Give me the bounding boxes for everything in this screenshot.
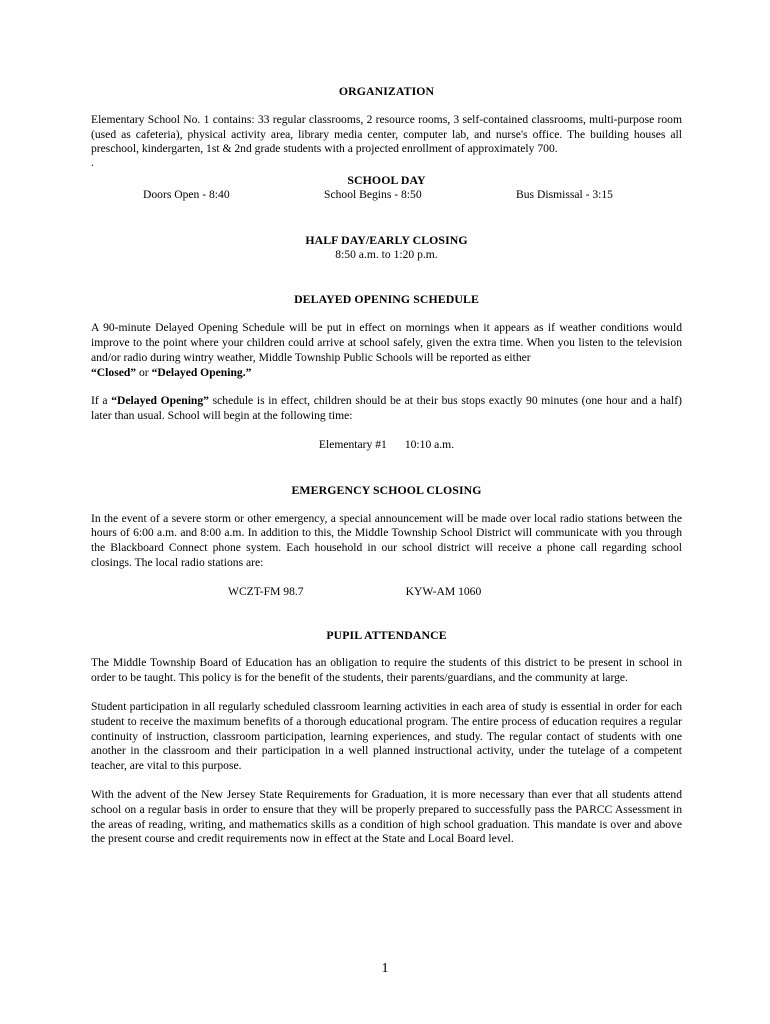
delayed-school-name: Elementary #1 bbox=[318, 437, 387, 451]
doors-open-time: Doors Open - 8:40 bbox=[143, 187, 230, 201]
radio-station-2: KYW-AM 1060 bbox=[405, 584, 482, 598]
school-day-heading: SCHOOL DAY bbox=[347, 173, 426, 188]
closed-label: “Closed” bbox=[91, 365, 137, 379]
delayed-start-row bbox=[91, 438, 682, 453]
delayed-opening-bold: “Delayed Opening” bbox=[111, 394, 209, 408]
school-begins-time: School Begins - 8:50 bbox=[324, 187, 422, 201]
delayed-opening-text-2: schedule is in effect, children should be at their bus stops exactly 90 minutes (one hour and a half) later than usual. School will begin at the following time: bbox=[91, 394, 683, 423]
organization-heading: ORGANIZATION bbox=[338, 84, 435, 98]
attendance-heading: PUPIL ATTENDANCE bbox=[326, 627, 447, 642]
delayed-opening-text-1: A 90-minute Delayed Opening Schedule will be put in effect on mornings when it appears as if weather conditions would improve to the point where your children could arrive at school safely, given the extra time. When you listen to the television and/or radio during wintry weather, Middle Township Public Schools will be reported as either bbox=[91, 321, 682, 364]
delayed-start-time: 10:10 a.m. bbox=[404, 437, 455, 451]
attendance-paragraph-3: With the advent of the New Jersey State Requirements for Graduation, it is more necessary than ever that all students attend school on a regular basis in order to ensure that they will be properly prepared to successfully pass the PARCC Assessment in the areas of reading, writing, and mathematics skills as a condition of high school graduation. This mandate is over and above the present course and credit requirements now in effect at the State and Local Board level. bbox=[91, 787, 682, 846]
emergency-heading: EMERGENCY SCHOOL CLOSING bbox=[291, 482, 482, 497]
page-number: 1 bbox=[381, 961, 389, 976]
organization-text: Elementary School No. 1 contains: 33 regular classrooms, 2 resource rooms, 3 self-contained classrooms, multi-purpose room (used as cafeteria), physical activity area, library media center, computer lab, and nurse's office. The building houses all preschool, kindergarten, 1st & 2nd grade students with a projected enrollment of approximately 700. bbox=[91, 112, 682, 156]
delayed-opening-paragraph-2 bbox=[91, 394, 682, 424]
delayed-opening-paragraph-1 bbox=[91, 321, 682, 380]
stray-mark: . bbox=[91, 156, 94, 170]
emergency-text: In the event of a severe storm or other emergency, a special announcement will be made over local radio stations between the hours of 6:00 a.m. and 8:00 a.m. In addition to this, the Middle Township School District will communicate with you through the Blackboard Connect phone system. Each household in our school district will receive a phone call regarding school closings. The local radio stations are: bbox=[91, 511, 682, 569]
attendance-paragraph-2: Student participation in all regularly scheduled classroom learning activities in each area of study is essential in order for each student to receive the maximum benefits of a thorough educational program. The entire process of education requires a regular continuity of instruction, classroom participation, learning experiences, and study. The regular contact of students with one another in the classroom and their participation in a well planned instructional activity, under the tutelage of a competent teacher, are vital to this purpose. bbox=[91, 699, 682, 773]
radio-station-1: WCZT-FM 98.7 bbox=[228, 584, 304, 598]
school-day-times bbox=[143, 188, 613, 203]
or-word: or bbox=[136, 365, 152, 379]
attendance-paragraph-1: The Middle Township Board of Education has an obligation to require the students of this district to be present in school in order to be taught. This policy is for the benefit of the students, their parents/guardians, and the community at large. bbox=[91, 656, 682, 685]
delayed-opening-label: “Delayed Opening.” bbox=[151, 365, 252, 379]
delayed-opening-heading: DELAYED OPENING SCHEDULE bbox=[294, 292, 479, 307]
delayed-opening-prefix: If a bbox=[91, 394, 112, 408]
half-day-heading: HALF DAY/EARLY CLOSING bbox=[305, 232, 468, 247]
half-day-time: 8:50 a.m. to 1:20 p.m. bbox=[335, 247, 438, 261]
bus-dismissal-time: Bus Dismissal - 3:15 bbox=[516, 187, 613, 201]
document-page bbox=[91, 84, 682, 847]
radio-stations bbox=[91, 585, 682, 600]
